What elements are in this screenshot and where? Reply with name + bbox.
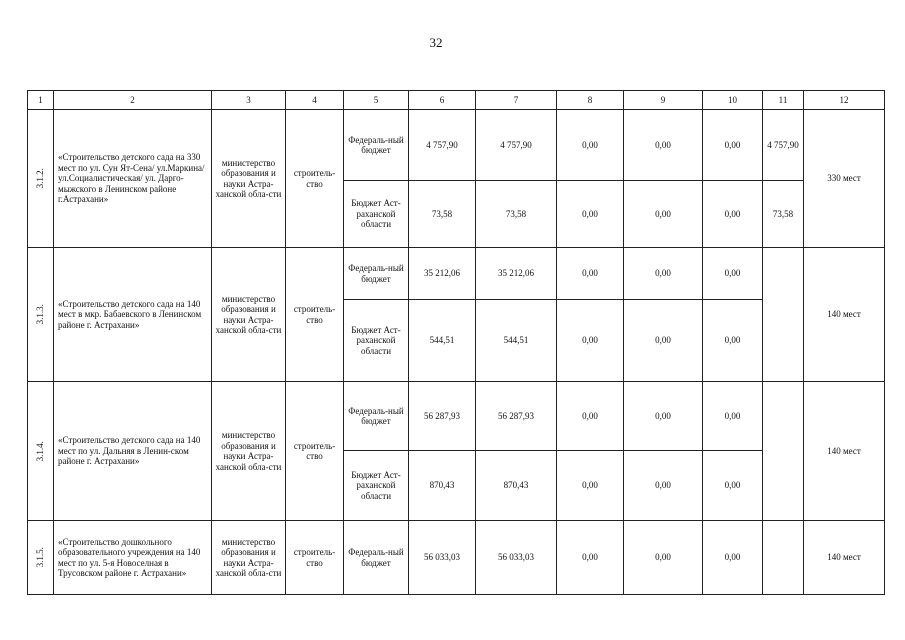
row-code: 3.1.3.: [35, 304, 46, 325]
row-code-cell: [28, 110, 54, 248]
result-cell: 330 мест: [804, 110, 885, 248]
value-cell: 0,00: [557, 521, 624, 595]
funding-source: Федераль-ный бюджет: [344, 382, 409, 451]
value-cell: 73,58: [476, 181, 557, 248]
ministry-cell: министерство образования и науки Астра-ханской обла-сти: [212, 521, 286, 595]
value-cell: 0,00: [557, 110, 624, 181]
value-cell: [763, 248, 804, 382]
value-cell: 73,58: [409, 181, 476, 248]
value-cell: 56 033,03: [476, 521, 557, 595]
value-cell: 870,43: [409, 451, 476, 521]
value-cell: 0,00: [557, 451, 624, 521]
object-name: «Строительство дошкольного образовательного учреждения на 140 мест по ул. 5-я Новоселная в Трусовском районе г. Астрахани»: [54, 521, 212, 595]
object-name: «Строительство детского сада на 330 мест по ул. Сун Ят-Сена/ ул.Маркина/ ул.Социалистическая/ ул. Дарго-мыжского в Ленинском районе г.Астрахани»: [54, 110, 212, 248]
result-cell: 140 мест: [804, 382, 885, 521]
column-header: 6: [409, 91, 476, 110]
value-cell: 4 757,90: [763, 110, 804, 181]
column-header: 5: [344, 91, 409, 110]
value-cell: 0,00: [557, 248, 624, 300]
result-cell: 140 мест: [804, 248, 885, 382]
budget-table: [27, 90, 885, 595]
column-header: 2: [54, 91, 212, 110]
table-row: [28, 521, 885, 595]
value-cell: 0,00: [557, 300, 624, 382]
value-cell: 0,00: [624, 451, 703, 521]
value-cell: 0,00: [624, 248, 703, 300]
value-cell: 0,00: [703, 451, 763, 521]
column-header: 3: [212, 91, 286, 110]
column-header: 10: [703, 91, 763, 110]
result-cell: 140 мест: [804, 521, 885, 595]
value-cell: 544,51: [409, 300, 476, 382]
value-cell: 0,00: [624, 110, 703, 181]
value-cell: 35 212,06: [476, 248, 557, 300]
table-row: [28, 248, 885, 300]
value-cell: 0,00: [624, 521, 703, 595]
value-cell: 0,00: [557, 181, 624, 248]
header-row: [28, 91, 885, 110]
column-header: 7: [476, 91, 557, 110]
value-cell: 35 212,06: [409, 248, 476, 300]
value-cell: 0,00: [703, 382, 763, 451]
value-cell: 0,00: [624, 382, 703, 451]
value-cell: [763, 521, 804, 595]
value-cell: 544,51: [476, 300, 557, 382]
value-cell: 0,00: [703, 300, 763, 382]
value-cell: 73,58: [763, 181, 804, 248]
row-code: 3.1.5.: [35, 547, 46, 568]
value-cell: 56 287,93: [409, 382, 476, 451]
column-header: 1: [28, 91, 54, 110]
ministry-cell: министерство образования и науки Астра-ханской обла-сти: [212, 382, 286, 521]
column-header: 11: [763, 91, 804, 110]
value-cell: 0,00: [703, 181, 763, 248]
value-cell: 0,00: [624, 300, 703, 382]
work-type-cell: строитель-ство: [286, 382, 344, 521]
value-cell: 0,00: [703, 248, 763, 300]
funding-source: Федераль-ный бюджет: [344, 521, 409, 595]
row-code-cell: [28, 382, 54, 521]
funding-source: Бюджет Аст-раханской области: [344, 181, 409, 248]
object-name: «Строительство детского сада на 140 мест в мкр. Бабаевского в Ленинском районе г. Астрахани»: [54, 248, 212, 382]
page-number: 32: [429, 35, 443, 50]
column-header: 9: [624, 91, 703, 110]
value-cell: 0,00: [703, 110, 763, 181]
value-cell: 0,00: [703, 521, 763, 595]
table-row: [28, 110, 885, 181]
column-header: 12: [804, 91, 885, 110]
row-code: 3.1.2.: [35, 168, 46, 189]
value-cell: 56 033,03: [409, 521, 476, 595]
value-cell: 56 287,93: [476, 382, 557, 451]
value-cell: 0,00: [624, 181, 703, 248]
funding-source: Бюджет Аст-раханской области: [344, 300, 409, 382]
work-type-cell: строитель-ство: [286, 521, 344, 595]
funding-source: Федераль-ный бюджет: [344, 110, 409, 181]
column-header: 8: [557, 91, 624, 110]
table-row: [28, 382, 885, 451]
row-code: 3.1.4.: [35, 440, 46, 462]
value-cell: 870,43: [476, 451, 557, 521]
value-cell: 4 757,90: [409, 110, 476, 181]
funding-source: Федераль-ный бюджет: [344, 248, 409, 300]
funding-source: Бюджет Аст-раханской области: [344, 451, 409, 521]
ministry-cell: министерство образования и науки Астра-ханской обла-сти: [212, 248, 286, 382]
value-cell: [763, 382, 804, 521]
column-header: 4: [286, 91, 344, 110]
work-type-cell: строитель-ство: [286, 110, 344, 248]
ministry-cell: министерство образования и науки Астра-ханской обла-сти: [212, 110, 286, 248]
row-code-cell: [28, 521, 54, 595]
value-cell: 0,00: [557, 382, 624, 451]
value-cell: 4 757,90: [476, 110, 557, 181]
object-name: «Строительство детского сада на 140 мест по ул. Дальняя в Ленин-ском районе г. Астрахани»: [54, 382, 212, 521]
work-type-cell: строитель-ство: [286, 248, 344, 382]
row-code-cell: [28, 248, 54, 382]
